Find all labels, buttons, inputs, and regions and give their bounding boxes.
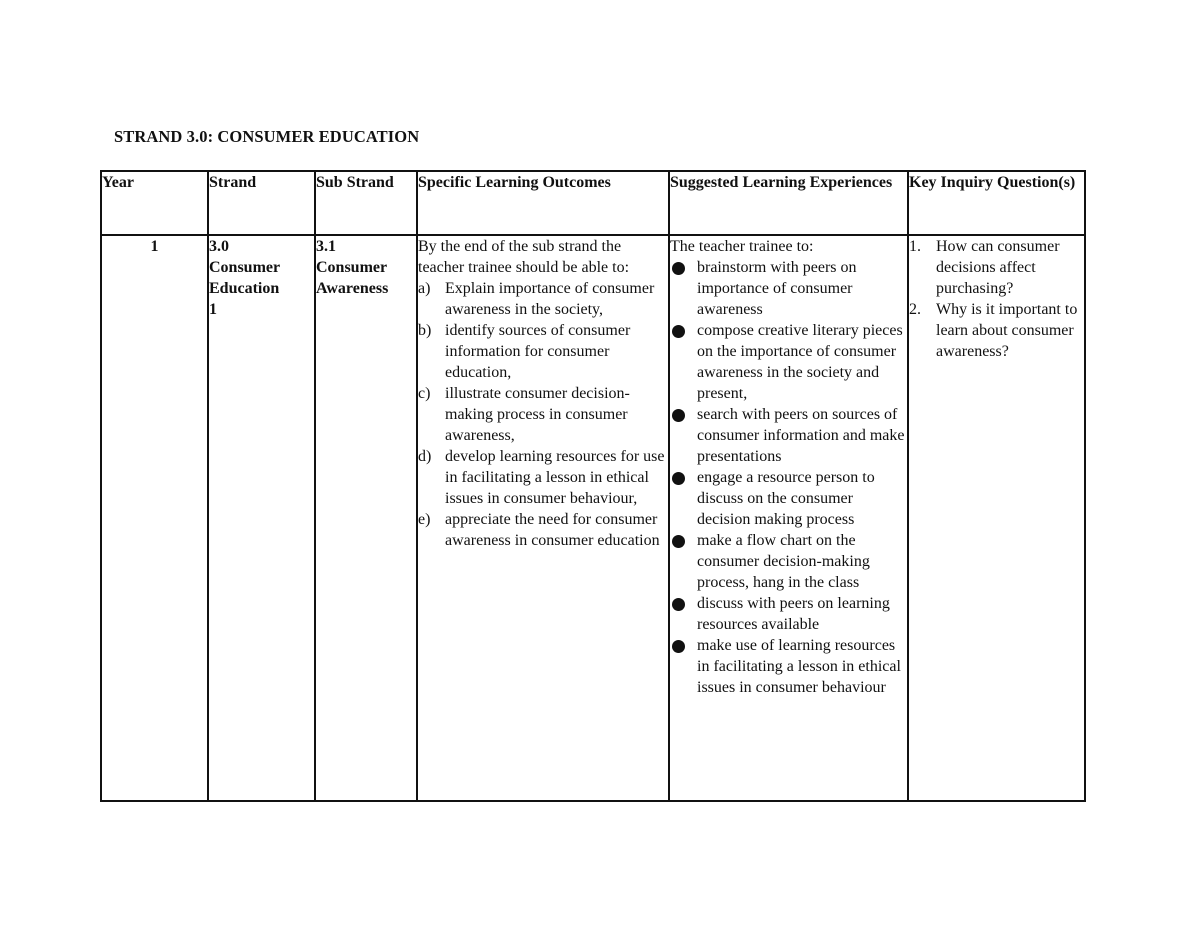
list-marker: 1. — [909, 238, 921, 255]
header-year: Year — [101, 171, 208, 235]
table-row — [101, 235, 1085, 801]
list-marker: c) — [418, 385, 431, 402]
experience-text: discuss with peers on learning resources available — [697, 595, 890, 633]
list-item — [670, 257, 907, 320]
list-item — [909, 236, 1084, 299]
bullet-icon — [672, 640, 685, 653]
curriculum-table — [100, 170, 1086, 802]
header-sub-strand: Sub Strand — [315, 171, 417, 235]
header-learning-experiences: Suggested Learning Experiences — [669, 171, 908, 235]
experience-text: search with peers on sources of consumer information and make presentations — [697, 406, 905, 465]
list-marker: 2. — [909, 301, 921, 318]
year-value: 1 — [150, 238, 159, 255]
cell-learning-experiences — [669, 235, 908, 801]
list-item — [418, 446, 668, 509]
experience-text: compose creative literary pieces on the importance of consumer awareness in the society and present, — [697, 322, 903, 402]
experiences-intro: The teacher trainee to: — [670, 238, 814, 255]
header-strand: Strand — [208, 171, 315, 235]
list-item — [418, 278, 668, 320]
outcomes-intro: By the end of the sub strand the teacher trainee should be able to: — [418, 238, 630, 276]
strand-line: 3.0 — [209, 238, 229, 255]
list-item — [418, 320, 668, 383]
list-item — [418, 509, 668, 551]
cell-key-inquiry-questions — [908, 235, 1085, 801]
question-text: Why is it important to learn about consumer awareness? — [936, 301, 1078, 360]
list-item — [418, 383, 668, 446]
list-marker: b) — [418, 322, 432, 339]
bullet-icon — [672, 409, 685, 422]
experience-text: make a flow chart on the consumer decision-making process, hang in the class — [697, 532, 870, 591]
sub-strand-line: Awareness — [316, 280, 389, 297]
questions-list — [909, 236, 1084, 362]
outcome-text: appreciate the need for consumer awareness in consumer education — [445, 511, 660, 549]
strand-line: Consumer — [209, 259, 281, 276]
strand-line: Education — [209, 280, 280, 297]
experience-text: engage a resource person to discuss on the consumer decision making process — [697, 469, 875, 528]
experience-text: brainstorm with peers on importance of consumer awareness — [697, 259, 857, 318]
outcome-text: develop learning resources for use in facilitating a lesson in ethical issues in consumer behaviour, — [445, 448, 665, 507]
cell-learning-outcomes — [417, 235, 669, 801]
page-title: STRAND 3.0: CONSUMER EDUCATION — [114, 127, 420, 146]
list-marker: a) — [418, 280, 431, 297]
outcomes-list — [418, 278, 668, 551]
sub-strand-line: Consumer — [316, 259, 388, 276]
question-text: How can consumer decisions affect purchasing? — [936, 238, 1060, 297]
experience-text: make use of learning resources in facilitating a lesson in ethical issues in consumer behaviour — [697, 637, 901, 696]
outcome-text: illustrate consumer decision-making process in consumer awareness, — [445, 385, 630, 444]
list-item — [670, 320, 907, 404]
list-item — [670, 404, 907, 467]
bullet-icon — [672, 472, 685, 485]
outcome-text: Explain importance of consumer awareness in the society, — [445, 280, 655, 318]
strand-line: 1 — [209, 301, 217, 318]
list-item — [909, 299, 1084, 362]
list-item — [670, 593, 907, 635]
bullet-icon — [672, 598, 685, 611]
header-key-inquiry-questions: Key Inquiry Question(s) — [908, 171, 1085, 235]
list-marker: d) — [418, 448, 432, 465]
sub-strand-line: 3.1 — [316, 238, 336, 255]
bullet-icon — [672, 262, 685, 275]
outcome-text: identify sources of consumer information for consumer education, — [445, 322, 631, 381]
header-learning-outcomes: Specific Learning Outcomes — [417, 171, 669, 235]
table-header-row — [101, 171, 1085, 235]
list-item — [670, 530, 907, 593]
cell-strand — [208, 235, 315, 801]
bullet-icon — [672, 535, 685, 548]
list-item — [670, 467, 907, 530]
bullet-icon — [672, 325, 685, 338]
experiences-list — [670, 257, 907, 698]
cell-sub-strand — [315, 235, 417, 801]
cell-year — [101, 235, 208, 801]
list-marker: e) — [418, 511, 431, 528]
list-item — [670, 635, 907, 698]
